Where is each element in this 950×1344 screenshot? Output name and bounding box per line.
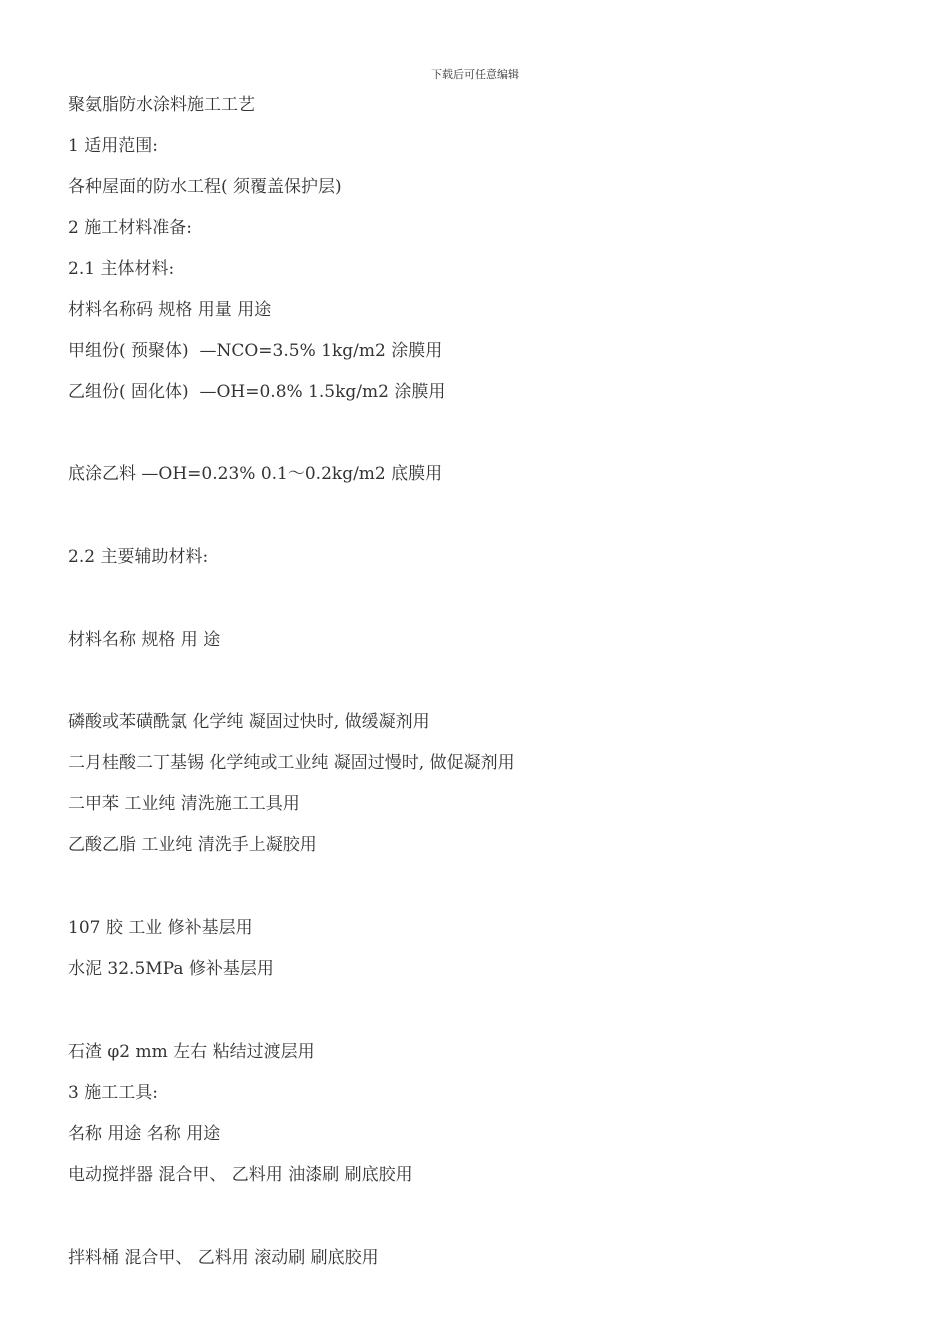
section-heading: 1 适用范围:: [68, 136, 158, 156]
table-row-line: 二甲苯 工业纯 清洗施工工具用: [68, 794, 300, 814]
table-row-line: 石渣 φ2 mm 左右 粘结过渡层用: [68, 1042, 315, 1062]
table-header-line: 材料名称码 规格 用量 用途: [68, 300, 272, 320]
table-row-line: 水泥 32.5MPa 修补基层用: [68, 959, 274, 979]
table-header-line: 材料名称 规格 用 途: [68, 630, 221, 650]
table-row-line: 107 胶 工业 修补基层用: [68, 918, 253, 938]
table-row-line: 乙组份( 固化体) —OH=0.8% 1.5kg/m2 涂膜用: [68, 382, 446, 402]
section-heading: 3 施工工具:: [68, 1083, 158, 1103]
table-row-line: 磷酸或苯磺酰氯 化学纯 凝固过快时, 做缓凝剂用: [68, 712, 430, 732]
subsection-heading: 2.2 主要辅助材料:: [68, 547, 209, 567]
document-title: 聚氨脂防水涂料施工工艺: [68, 95, 255, 115]
paragraph-line: 各种屋面的防水工程( 须覆盖保护层): [68, 177, 342, 197]
table-header-line: 名称 用途 名称 用途: [68, 1124, 221, 1144]
page-header-note: 下载后可任意编辑: [431, 68, 519, 81]
table-row-line: 拌料桶 混合甲、 乙料用 滚动刷 刷底胶用: [68, 1248, 379, 1268]
table-row-line: 底涂乙料 —OH=0.23% 0.1～0.2kg/m2 底膜用: [68, 464, 443, 484]
subsection-heading: 2.1 主体材料:: [68, 259, 175, 279]
section-heading: 2 施工材料准备:: [68, 218, 192, 238]
table-row-line: 电动搅拌器 混合甲、 乙料用 油漆刷 刷底胶用: [68, 1165, 413, 1185]
table-row-line: 二月桂酸二丁基锡 化学纯或工业纯 凝固过慢时, 做促凝剂用: [68, 753, 515, 773]
table-row-line: 乙酸乙脂 工业纯 清洗手上凝胶用: [68, 835, 317, 855]
table-row-line: 甲组份( 预聚体) —NCO=3.5% 1kg/m2 涂膜用: [68, 341, 443, 361]
